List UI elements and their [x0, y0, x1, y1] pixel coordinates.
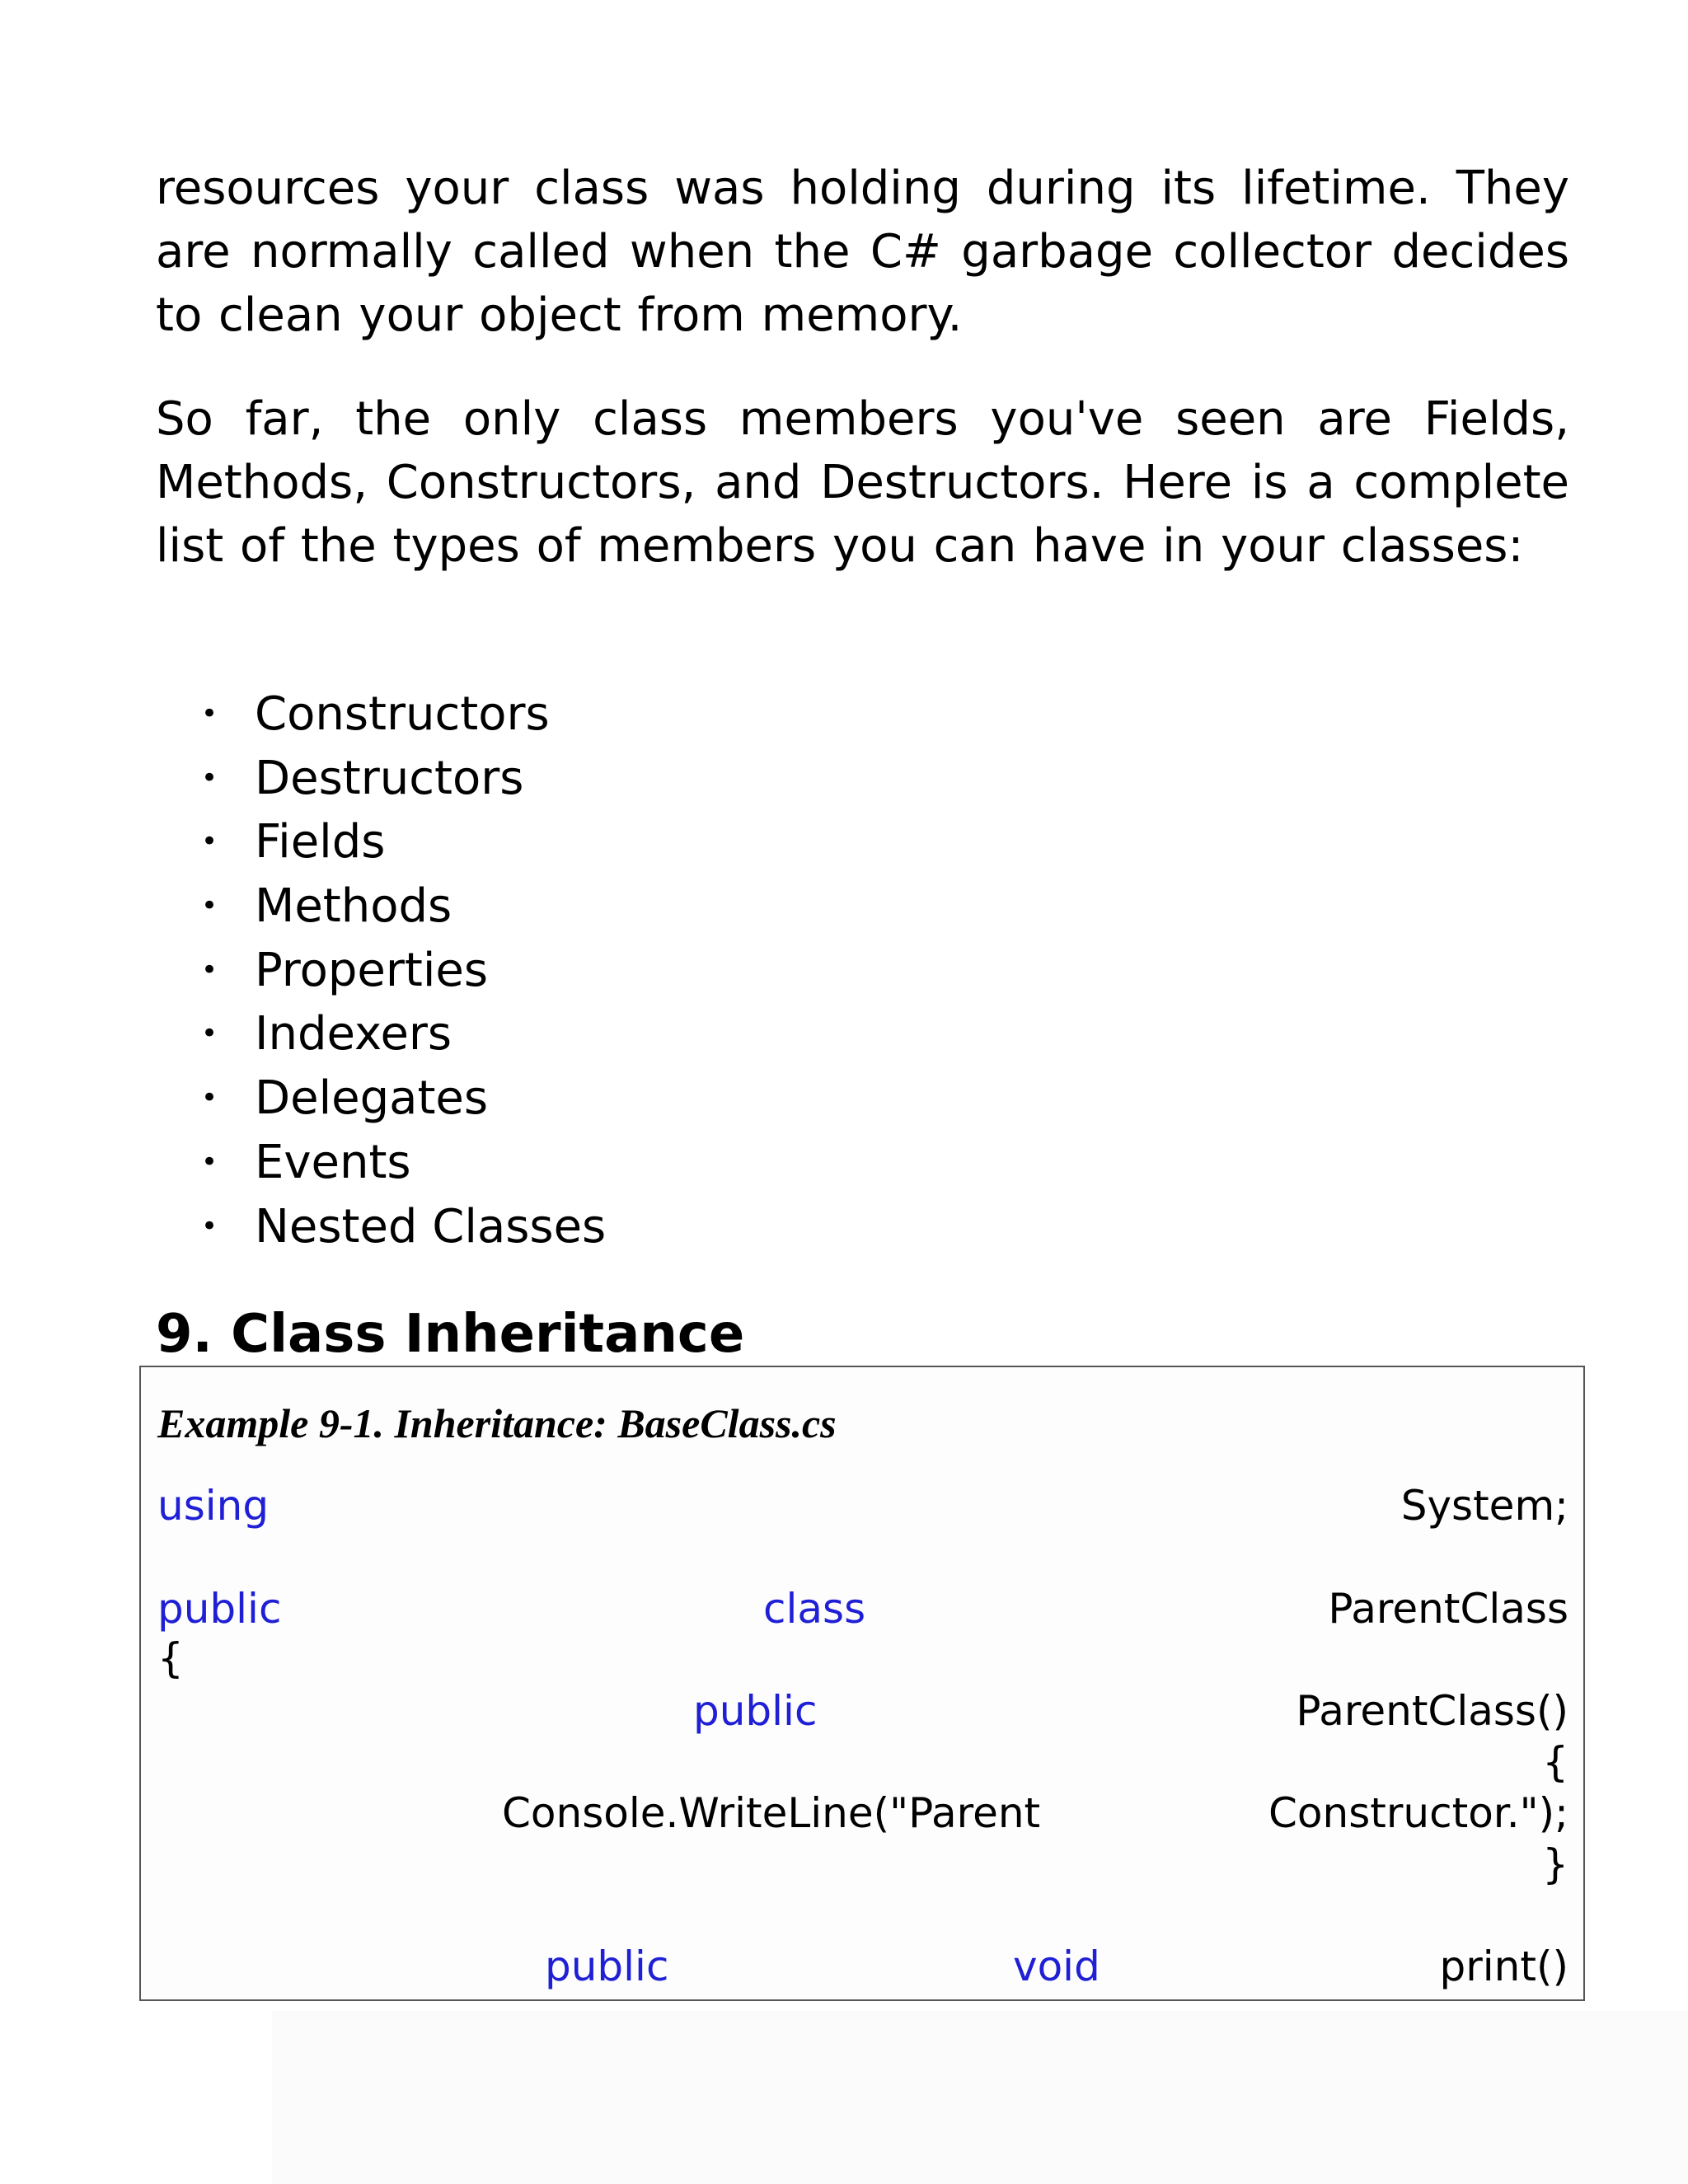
code-constructor-open-brace: {	[1542, 1738, 1568, 1786]
code-keyword-public: public	[693, 1687, 818, 1735]
code-print-method: print()	[1439, 1943, 1568, 1990]
bullet-icon: •	[201, 1017, 218, 1051]
bullet-icon: •	[201, 889, 218, 923]
list-item-label: Delegates	[255, 1071, 489, 1126]
bullet-icon: •	[201, 697, 218, 730]
list-item-label: Nested Classes	[255, 1199, 607, 1254]
body-paragraph-class-members: So far, the only class members you've seen are Fields, Methods, Constructors, and Destructors. Here is a complete list of the types of members you can have in your classes:	[156, 392, 1569, 573]
code-example-box	[139, 1366, 1585, 2001]
list-item-label: Indexers	[255, 1007, 452, 1062]
code-class-name: ParentClass	[1328, 1585, 1568, 1633]
code-constructor-signature: ParentClass()	[1296, 1687, 1568, 1735]
list-item-label: Methods	[255, 879, 452, 934]
bullet-icon: •	[201, 825, 218, 859]
code-keyword-public: public	[545, 1943, 669, 1990]
bullet-icon: •	[201, 761, 218, 794]
code-keyword-public: public	[157, 1585, 282, 1633]
bullet-icon: •	[201, 1209, 218, 1243]
code-namespace-system: System;	[1400, 1482, 1568, 1530]
page-background-tint	[272, 2011, 1688, 2184]
code-open-brace: {	[157, 1634, 184, 1682]
list-item-label: Fields	[255, 815, 386, 869]
code-constructor-close-brace: }	[1542, 1840, 1568, 1888]
bullet-icon: •	[201, 953, 218, 987]
code-keyword-void: void	[1013, 1943, 1100, 1990]
code-writeline-string-end: Constructor.");	[1268, 1789, 1568, 1837]
list-item-label: Destructors	[255, 751, 524, 805]
code-keyword-class: class	[763, 1585, 866, 1633]
code-keyword-using: using	[157, 1482, 270, 1530]
code-writeline-call: Console.WriteLine("Parent	[502, 1789, 1041, 1837]
body-paragraph-destructors: resources your class was holding during its lifetime. They are normally called when the C# garbage collector decides to clean your object from memory.	[156, 162, 1569, 342]
bullet-icon: •	[201, 1081, 218, 1115]
list-item-label: Events	[255, 1135, 411, 1189]
example-caption: Example 9-1. Inheritance: BaseClass.cs	[157, 1400, 837, 1446]
bullet-icon: •	[201, 1145, 218, 1179]
list-item-label: Properties	[255, 943, 489, 997]
section-heading: 9. Class Inheritance	[156, 1304, 745, 1365]
list-item-label: Constructors	[255, 687, 550, 741]
